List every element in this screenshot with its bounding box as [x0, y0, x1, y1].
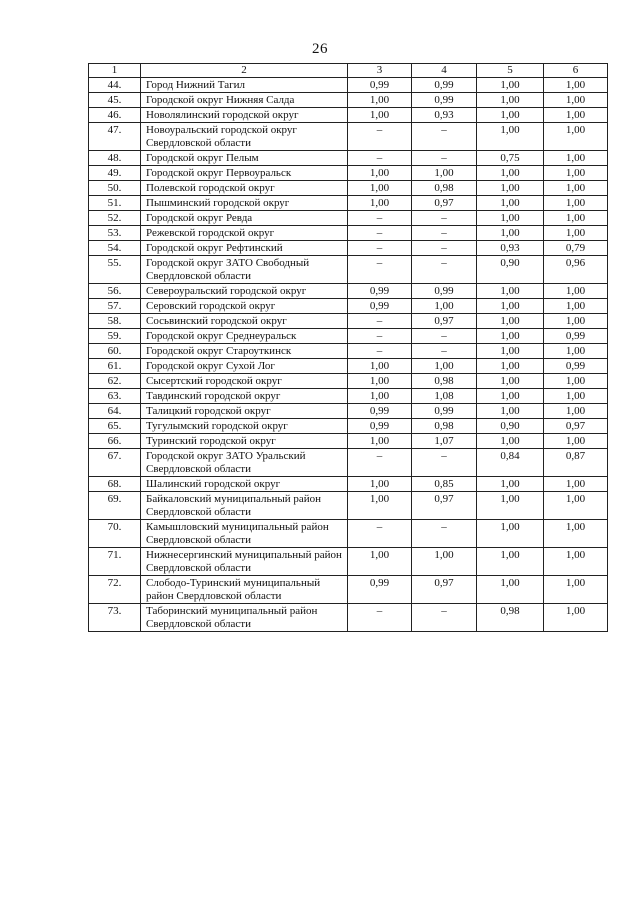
value-col-4: 0,99: [412, 284, 477, 299]
value-col-5: 1,00: [477, 284, 544, 299]
value-col-6: 1,00: [544, 548, 608, 576]
value-col-4: 0,98: [412, 374, 477, 389]
municipality-name: Городской округ Ревда: [141, 211, 348, 226]
row-number: 65.: [89, 419, 141, 434]
municipality-name: Новоуральский городской округ Свердловской области: [141, 123, 348, 151]
value-col-4: 0,97: [412, 492, 477, 520]
row-number: 50.: [89, 181, 141, 196]
row-number: 45.: [89, 93, 141, 108]
table-row: [89, 284, 608, 299]
table-row: [89, 226, 608, 241]
value-col-6: 1,00: [544, 404, 608, 419]
row-number: 69.: [89, 492, 141, 520]
table-row: [89, 404, 608, 419]
value-col-3: –: [348, 256, 412, 284]
municipality-name: Таборинский муниципальный район Свердловской области: [141, 604, 348, 632]
value-col-5: 0,75: [477, 151, 544, 166]
table-row: [89, 329, 608, 344]
table-row: [89, 108, 608, 123]
value-col-4: –: [412, 604, 477, 632]
value-col-3: –: [348, 226, 412, 241]
row-number: 55.: [89, 256, 141, 284]
row-number: 71.: [89, 548, 141, 576]
value-col-3: 1,00: [348, 548, 412, 576]
value-col-3: 1,00: [348, 359, 412, 374]
value-col-3: 0,99: [348, 78, 412, 93]
value-col-6: 1,00: [544, 477, 608, 492]
value-col-5: 1,00: [477, 374, 544, 389]
value-col-4: 0,97: [412, 314, 477, 329]
table-row: [89, 419, 608, 434]
row-number: 70.: [89, 520, 141, 548]
value-col-4: 0,98: [412, 419, 477, 434]
value-col-6: 1,00: [544, 211, 608, 226]
municipality-name: Тавдинский городской округ: [141, 389, 348, 404]
table-row: [89, 389, 608, 404]
value-col-6: 1,00: [544, 604, 608, 632]
row-number: 59.: [89, 329, 141, 344]
table-row: [89, 344, 608, 359]
value-col-4: 1,00: [412, 299, 477, 314]
table-row: [89, 492, 608, 520]
table-row: [89, 359, 608, 374]
column-header: 4: [412, 64, 477, 78]
value-col-4: –: [412, 256, 477, 284]
row-number: 48.: [89, 151, 141, 166]
row-number: 60.: [89, 344, 141, 359]
value-col-4: 0,98: [412, 181, 477, 196]
value-col-3: –: [348, 329, 412, 344]
row-number: 57.: [89, 299, 141, 314]
value-col-6: 1,00: [544, 492, 608, 520]
row-number: 51.: [89, 196, 141, 211]
value-col-5: 1,00: [477, 492, 544, 520]
value-col-6: 1,00: [544, 344, 608, 359]
table-row: [89, 449, 608, 477]
value-col-3: –: [348, 449, 412, 477]
value-col-5: 0,93: [477, 241, 544, 256]
value-col-5: 1,00: [477, 548, 544, 576]
value-col-5: 1,00: [477, 299, 544, 314]
value-col-4: 1,07: [412, 434, 477, 449]
column-header: 1: [89, 64, 141, 78]
value-col-4: –: [412, 123, 477, 151]
value-col-6: 1,00: [544, 520, 608, 548]
table-header-row: [89, 64, 608, 78]
row-number: 56.: [89, 284, 141, 299]
value-col-6: 0,97: [544, 419, 608, 434]
municipality-name: Городской округ Первоуральск: [141, 166, 348, 181]
table-row: [89, 256, 608, 284]
municipality-name: Режевской городской округ: [141, 226, 348, 241]
table-row: [89, 241, 608, 256]
municipality-name: Полевской городской округ: [141, 181, 348, 196]
value-col-4: –: [412, 211, 477, 226]
table-row: [89, 477, 608, 492]
table-row: [89, 604, 608, 632]
value-col-4: –: [412, 329, 477, 344]
value-col-4: –: [412, 226, 477, 241]
value-col-3: 0,99: [348, 299, 412, 314]
value-col-4: –: [412, 449, 477, 477]
row-number: 63.: [89, 389, 141, 404]
table-row: [89, 151, 608, 166]
value-col-5: 0,90: [477, 256, 544, 284]
value-col-6: 0,99: [544, 329, 608, 344]
municipality-name: Городской округ ЗАТО Уральский Свердловской области: [141, 449, 348, 477]
table-row: [89, 520, 608, 548]
municipality-name: Байкаловский муниципальный район Свердловской области: [141, 492, 348, 520]
municipality-name: Серовский городской округ: [141, 299, 348, 314]
value-col-5: 1,00: [477, 181, 544, 196]
value-col-6: 1,00: [544, 78, 608, 93]
value-col-5: 1,00: [477, 520, 544, 548]
row-number: 61.: [89, 359, 141, 374]
municipality-name: Город Нижний Тагил: [141, 78, 348, 93]
municipality-name: Городской округ ЗАТО Свободный Свердловской области: [141, 256, 348, 284]
value-col-6: 0,79: [544, 241, 608, 256]
value-col-5: 1,00: [477, 108, 544, 123]
column-header: 6: [544, 64, 608, 78]
municipality-name: Тугулымский городской округ: [141, 419, 348, 434]
value-col-5: 1,00: [477, 344, 544, 359]
municipality-name: Талицкий городской округ: [141, 404, 348, 419]
municipality-name: Городской округ Староуткинск: [141, 344, 348, 359]
value-col-4: 0,99: [412, 78, 477, 93]
value-col-3: 1,00: [348, 108, 412, 123]
table-row: [89, 314, 608, 329]
value-col-3: 1,00: [348, 477, 412, 492]
value-col-6: 1,00: [544, 93, 608, 108]
value-col-5: 1,00: [477, 477, 544, 492]
value-col-4: –: [412, 151, 477, 166]
table-row: [89, 123, 608, 151]
row-number: 66.: [89, 434, 141, 449]
value-col-6: 1,00: [544, 434, 608, 449]
value-col-5: 0,84: [477, 449, 544, 477]
value-col-3: –: [348, 314, 412, 329]
value-col-5: 1,00: [477, 329, 544, 344]
column-header: 3: [348, 64, 412, 78]
value-col-5: 1,00: [477, 78, 544, 93]
table-row: [89, 211, 608, 226]
value-col-3: 0,99: [348, 404, 412, 419]
value-col-6: 1,00: [544, 389, 608, 404]
value-col-3: –: [348, 520, 412, 548]
value-col-6: 1,00: [544, 226, 608, 241]
value-col-6: 0,99: [544, 359, 608, 374]
table-row: [89, 548, 608, 576]
value-col-3: –: [348, 344, 412, 359]
row-number: 67.: [89, 449, 141, 477]
municipality-name: Слободо-Туринский муниципальный район Свердловской области: [141, 576, 348, 604]
table-row: [89, 434, 608, 449]
row-number: 68.: [89, 477, 141, 492]
table-row: [89, 576, 608, 604]
value-col-3: –: [348, 604, 412, 632]
municipality-name: Городской округ Пелым: [141, 151, 348, 166]
table-body: [89, 78, 608, 632]
data-table: [88, 63, 608, 632]
row-number: 49.: [89, 166, 141, 181]
municipality-name: Пышминский городской округ: [141, 196, 348, 211]
row-number: 58.: [89, 314, 141, 329]
municipality-name: Сысертский городской округ: [141, 374, 348, 389]
value-col-5: 1,00: [477, 93, 544, 108]
municipality-name: Городской округ Нижняя Салда: [141, 93, 348, 108]
value-col-6: 1,00: [544, 284, 608, 299]
value-col-4: 1,08: [412, 389, 477, 404]
table-row: [89, 374, 608, 389]
table-row: [89, 166, 608, 181]
value-col-6: 0,87: [544, 449, 608, 477]
value-col-6: 1,00: [544, 576, 608, 604]
value-col-6: 1,00: [544, 374, 608, 389]
value-col-3: 1,00: [348, 196, 412, 211]
value-col-3: –: [348, 241, 412, 256]
value-col-4: –: [412, 241, 477, 256]
value-col-4: 0,97: [412, 576, 477, 604]
table-row: [89, 93, 608, 108]
value-col-3: 0,99: [348, 284, 412, 299]
value-col-4: 0,97: [412, 196, 477, 211]
value-col-5: 1,00: [477, 576, 544, 604]
table-row: [89, 299, 608, 314]
value-col-5: 1,00: [477, 226, 544, 241]
value-col-6: 1,00: [544, 299, 608, 314]
municipality-name: Камышловский муниципальный район Свердловской области: [141, 520, 348, 548]
value-col-6: 1,00: [544, 196, 608, 211]
value-col-3: 0,99: [348, 419, 412, 434]
row-number: 64.: [89, 404, 141, 419]
value-col-3: 1,00: [348, 93, 412, 108]
value-col-4: 0,93: [412, 108, 477, 123]
value-col-5: 1,00: [477, 314, 544, 329]
value-col-3: 1,00: [348, 181, 412, 196]
municipality-name: Сосьвинский городской округ: [141, 314, 348, 329]
page-number: 26: [312, 41, 328, 57]
row-number: 44.: [89, 78, 141, 93]
value-col-5: 1,00: [477, 123, 544, 151]
municipality-name: Североуральский городской округ: [141, 284, 348, 299]
value-col-4: 0,99: [412, 404, 477, 419]
municipality-name: Туринский городской округ: [141, 434, 348, 449]
value-col-3: 1,00: [348, 389, 412, 404]
table-row: [89, 196, 608, 211]
municipality-name: Новолялинский городской округ: [141, 108, 348, 123]
value-col-3: 1,00: [348, 166, 412, 181]
value-col-5: 0,90: [477, 419, 544, 434]
column-header: 5: [477, 64, 544, 78]
municipality-name: Городской округ Сухой Лог: [141, 359, 348, 374]
value-col-5: 1,00: [477, 404, 544, 419]
column-header: 2: [141, 64, 348, 78]
value-col-6: 1,00: [544, 108, 608, 123]
value-col-4: 1,00: [412, 166, 477, 181]
row-number: 47.: [89, 123, 141, 151]
value-col-4: –: [412, 520, 477, 548]
municipality-name: Городской округ Среднеуральск: [141, 329, 348, 344]
value-col-4: 1,00: [412, 359, 477, 374]
value-col-3: –: [348, 211, 412, 226]
value-col-3: 1,00: [348, 374, 412, 389]
table-row: [89, 181, 608, 196]
table-row: [89, 78, 608, 93]
value-col-5: 1,00: [477, 166, 544, 181]
municipality-name: Шалинский городской округ: [141, 477, 348, 492]
value-col-4: 0,99: [412, 93, 477, 108]
row-number: 72.: [89, 576, 141, 604]
value-col-5: 1,00: [477, 389, 544, 404]
value-col-5: 0,98: [477, 604, 544, 632]
value-col-5: 1,00: [477, 359, 544, 374]
row-number: 54.: [89, 241, 141, 256]
row-number: 73.: [89, 604, 141, 632]
value-col-3: –: [348, 151, 412, 166]
value-col-6: 1,00: [544, 151, 608, 166]
value-col-6: 1,00: [544, 314, 608, 329]
value-col-3: 1,00: [348, 492, 412, 520]
value-col-6: 0,96: [544, 256, 608, 284]
value-col-6: 1,00: [544, 123, 608, 151]
municipality-name: Нижнесергинский муниципальный район Свердловской области: [141, 548, 348, 576]
row-number: 53.: [89, 226, 141, 241]
value-col-6: 1,00: [544, 166, 608, 181]
row-number: 52.: [89, 211, 141, 226]
value-col-5: 1,00: [477, 196, 544, 211]
value-col-6: 1,00: [544, 181, 608, 196]
value-col-4: 0,85: [412, 477, 477, 492]
row-number: 46.: [89, 108, 141, 123]
value-col-5: 1,00: [477, 211, 544, 226]
value-col-4: –: [412, 344, 477, 359]
value-col-3: 0,99: [348, 576, 412, 604]
value-col-3: 1,00: [348, 434, 412, 449]
municipality-name: Городской округ Рефтинский: [141, 241, 348, 256]
value-col-3: –: [348, 123, 412, 151]
value-col-4: 1,00: [412, 548, 477, 576]
value-col-5: 1,00: [477, 434, 544, 449]
row-number: 62.: [89, 374, 141, 389]
